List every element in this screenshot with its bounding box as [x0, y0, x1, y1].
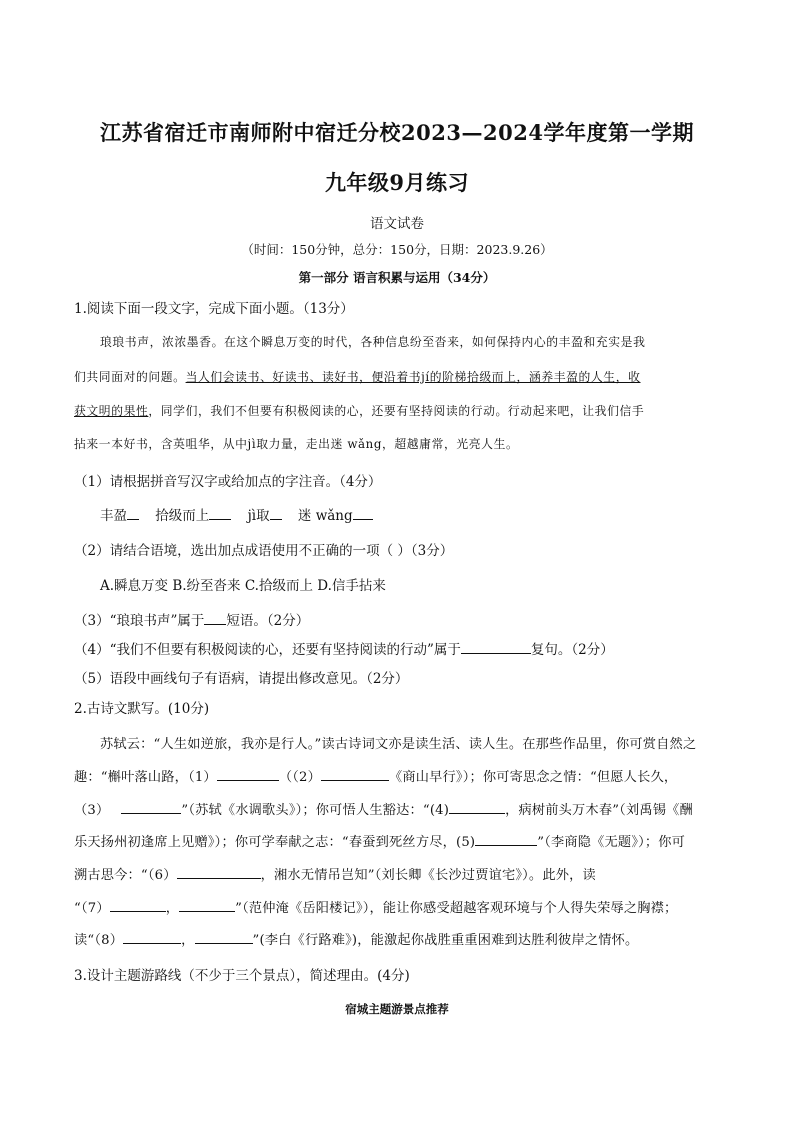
q1-underlined-sentence-part1: 当人们会读书、好读书、读好书，便沿着书jí的阶梯拾级而上，涵养丰盈的人生，收: [185, 370, 641, 384]
q1-sub1-items: [100, 504, 373, 524]
q2-line3-c: ，病树前头万木春”（刘禹锡《酬: [505, 803, 693, 818]
blank-1[interactable]: [217, 768, 279, 781]
q2-line5-b: ，湘水无情吊岂知”（刘长卿《长沙过贾谊宅》）。此外，读: [260, 868, 596, 883]
q3-table-title: 宿城主题游景点推荐: [345, 1002, 449, 1016]
item-shijierershang: 拾级而上: [155, 508, 210, 524]
blank-3[interactable]: [121, 801, 181, 814]
q2-line5-a: 溯古思今：“（6）: [74, 868, 177, 883]
q2-line6: [74, 897, 677, 916]
blank-8a[interactable]: [123, 931, 181, 944]
q1-passage-line3-text: ，同学们，我们不但要有积极阅读的心，还要有坚持阅读的行动。行动起来吧，让我们信手: [148, 404, 645, 418]
blank-5[interactable]: [475, 833, 537, 846]
q1-sub3: [74, 609, 309, 629]
q2-line2-b: （（2）: [278, 770, 321, 785]
q1-sub2: （2）请结合语境，选出加点成语使用不正确的一项（ ）（3分）: [74, 543, 454, 559]
q2-line5: [74, 864, 596, 883]
q2-line2-c: 《商山早行》）；你可寄思念之情：“但愿人长久，: [388, 770, 678, 785]
q1-passage-line2: [74, 368, 641, 385]
item-fengying: 丰盈: [100, 508, 127, 524]
q1-sub2-options: A.瞬息万变 B.纷至沓来 C.拾级而上 D.信手拈来: [100, 578, 386, 594]
answer-blank[interactable]: [461, 641, 531, 654]
q2-line7-b: ，: [181, 933, 195, 948]
q1-sub5: （5）语段中画线句子有语病，请提出修改意见。（2分）: [74, 671, 409, 687]
blank-2[interactable]: [321, 768, 389, 781]
q2-line2: [74, 766, 677, 785]
answer-blank[interactable]: [270, 507, 282, 520]
q2-line6-b: ，: [165, 901, 180, 916]
q2-line7: [74, 929, 638, 948]
q1-underlined-sentence-part2: 获文明的果性: [74, 404, 149, 418]
q2-line3-b: ”（苏轼《水调歌头》）；你可悟人生豁达：“(4): [181, 803, 450, 818]
q3-prompt: 3.设计主题游路线（不少于三个景点），简述理由。(4分): [74, 968, 410, 984]
answer-blank[interactable]: [353, 507, 373, 520]
exam-title-line1: 江苏省宿迁市南师附中宿迁分校2023—2024学年度第一学期: [100, 120, 694, 145]
q2-line4-a: 乐天扬州初逢席上见赠》）；你可学奉献之志：“春蚕到死丝方尽，(5): [74, 835, 476, 850]
q2-line2-a: 趣：“槲叶落山路，（1）: [74, 770, 217, 785]
q2-line3: [74, 799, 693, 818]
q2-line7-c: ”(李白《行路难》)，能激起你战胜重重困难到达胜利彼岸之情怀。: [252, 933, 639, 948]
q1-sub4: [74, 638, 614, 658]
q1-passage-line2-text: 们共同面对的问题。: [74, 370, 186, 384]
blank-7a[interactable]: [110, 899, 166, 912]
q2-line4-b: ”（李商隐《无题》）；你可: [537, 835, 686, 850]
q2-line7-a: 读“（8）: [74, 933, 124, 948]
subject-label: 语文试卷: [370, 216, 424, 232]
blank-7b[interactable]: [179, 899, 235, 912]
q1-sub3-text: （3）“琅琅书声”属于: [74, 613, 205, 629]
q1-passage-line4: 拈来一本好书，含英咀华，从中jì取力量，走出迷 wǎng，超越庸常，光亮人生。: [74, 437, 519, 451]
q1-sub1: （1）请根据拼音写汉字或给加点的字注音。（4分）: [74, 474, 382, 490]
q1-sub3-tail: 短语。（2分）: [226, 613, 310, 629]
item-jiqu: jì取: [247, 508, 270, 524]
answer-blank[interactable]: [204, 612, 226, 625]
q2-line1: 苏轼云：“人生如逆旅，我亦是行人。”读古诗词文亦是读生活、读人生。在那些作品里，你可赏自然之: [100, 737, 697, 752]
q2-line4: [74, 831, 685, 850]
q1-prompt: 1.阅读下面一段文字，完成下面小题。（13分）: [74, 301, 354, 317]
blank-4[interactable]: [449, 801, 505, 814]
answer-blank[interactable]: [127, 507, 139, 520]
exam-info: （时间：150分钟，总分：150分，日期：2023.9.26）: [241, 242, 553, 257]
q1-sub4-text: （4）“我们不但要有积极阅读的心，还要有坚持阅读的行动”属于: [74, 642, 461, 658]
q2-line3-a: （3）: [74, 803, 110, 818]
blank-6[interactable]: [177, 866, 261, 879]
exam-title-line2: 九年级9月练习: [324, 170, 470, 195]
q2-line6-c: ”（范仲淹《岳阳楼记》），能让你感受超越客观环境与个人得失荣辱之胸襟；: [235, 901, 678, 916]
part1-heading: 第一部分 语言积累与运用（34分）: [298, 270, 496, 285]
blank-8b[interactable]: [195, 931, 253, 944]
q1-sub4-tail: 复句。（2分）: [530, 642, 614, 658]
q2-prompt: 2.古诗文默写。(10分): [74, 701, 210, 717]
q2-line6-a: “（7）: [74, 901, 110, 916]
q1-passage-line3: [74, 402, 644, 419]
answer-blank[interactable]: [209, 507, 231, 520]
q1-passage-line1: 琅琅书声，浓浓墨香。在这个瞬息万变的时代，各种信息纷至沓来，如何保持内心的丰盈和充实是我: [100, 335, 646, 349]
item-miwang: 迷 wǎng: [297, 508, 353, 524]
